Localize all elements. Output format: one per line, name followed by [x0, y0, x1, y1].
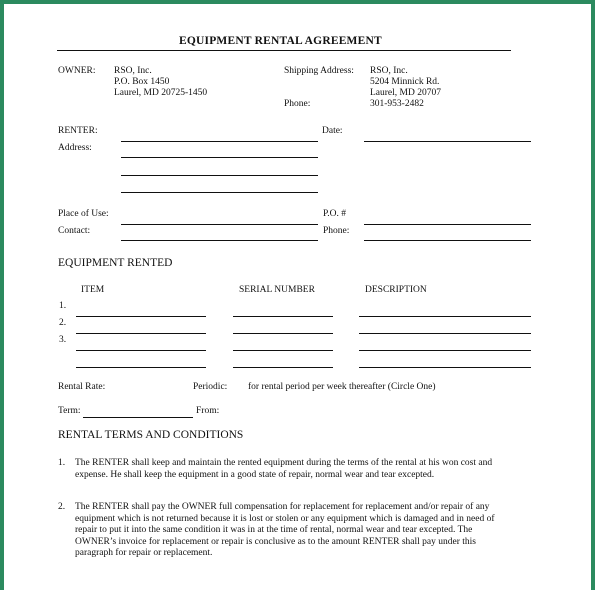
- equipment-heading: EQUIPMENT RENTED: [58, 257, 173, 269]
- serial-field-2[interactable]: [233, 333, 333, 334]
- renter-field[interactable]: [121, 141, 318, 142]
- description-field-3[interactable]: [359, 350, 531, 351]
- periodic-label: Periodic:: [193, 382, 228, 392]
- equipment-row-number: 1.: [59, 301, 67, 311]
- place-of-use-label: Place of Use:: [58, 209, 109, 219]
- po-label: P.O. #: [323, 209, 346, 219]
- col-item-header: ITEM: [81, 285, 105, 295]
- shipping-phone-label: Phone:: [284, 99, 311, 109]
- equipment-row-number: 3.: [59, 335, 67, 345]
- terms-heading: RENTAL TERMS AND CONDITIONS: [58, 429, 244, 441]
- item-field-2[interactable]: [76, 333, 206, 334]
- serial-field-1[interactable]: [233, 316, 333, 317]
- item-field-4[interactable]: [76, 367, 206, 368]
- col-serial-header: SERIAL NUMBER: [239, 285, 315, 295]
- place-of-use-field[interactable]: [121, 224, 318, 225]
- term-number: 2.: [58, 502, 66, 512]
- col-description-header: DESCRIPTION: [365, 285, 427, 295]
- from-label: From:: [196, 406, 220, 416]
- serial-field-4[interactable]: [233, 367, 333, 368]
- term-paragraph: The RENTER shall keep and maintain the rented equipment during the terms of the rental at his won cost and expense. He shall keep the equipment in a good state of repair, normal wear and tear excepted.: [75, 458, 493, 480]
- date-label: Date:: [322, 126, 343, 136]
- term-field[interactable]: [83, 417, 193, 418]
- phone-label: Phone:: [323, 226, 350, 236]
- owner-label: OWNER:: [58, 66, 96, 76]
- po-field[interactable]: [364, 224, 531, 225]
- description-field-4[interactable]: [359, 367, 531, 368]
- address-field-1[interactable]: [121, 157, 318, 158]
- rental-rate-label: Rental Rate:: [58, 382, 106, 392]
- shipping-phone: 301-953-2482: [370, 99, 424, 109]
- title-rule: [57, 50, 511, 51]
- equipment-row-number: 2.: [59, 318, 67, 328]
- item-field-1[interactable]: [76, 316, 206, 317]
- owner-line-3: Laurel, MD 20725-1450: [114, 88, 208, 98]
- document-title: EQUIPMENT RENTAL AGREEMENT: [179, 35, 382, 47]
- serial-field-3[interactable]: [233, 350, 333, 351]
- shipping-line-3: Laurel, MD 20707: [370, 88, 441, 98]
- shipping-line-1: RSO, Inc.: [370, 66, 408, 76]
- address-field-3[interactable]: [121, 192, 318, 193]
- contact-field[interactable]: [121, 240, 318, 241]
- shipping-label: Shipping Address:: [284, 66, 354, 76]
- shipping-line-2: 5204 Minnick Rd.: [370, 77, 440, 87]
- term-label: Term:: [58, 406, 81, 416]
- owner-line-1: RSO, Inc.: [114, 66, 152, 76]
- address-label: Address:: [58, 143, 92, 153]
- renter-label: RENTER:: [58, 126, 98, 136]
- description-field-1[interactable]: [359, 316, 531, 317]
- owner-line-2: P.O. Box 1450: [114, 77, 170, 87]
- address-field-2[interactable]: [121, 175, 318, 176]
- contact-label: Contact:: [58, 226, 91, 236]
- item-field-3[interactable]: [76, 350, 206, 351]
- term-number: 1.: [58, 458, 66, 468]
- periodic-text: for rental period per week thereafter (Circle One): [248, 382, 436, 392]
- term-paragraph: The RENTER shall pay the OWNER full compensation for replacement for replacement and/or repair of any equipment which is not returned because it is lost or stolen or any equipment which is damaged and in need of repair to put it into the same condition it was in at the time of rental, normal wear and tear excepted. The OWNER’s invoice for replacement or repair is conclusive as to the amount RENTER shall pay under this paragraph for repair or replacement.: [75, 502, 495, 558]
- date-field[interactable]: [364, 141, 531, 142]
- document-page: [4, 4, 591, 590]
- description-field-2[interactable]: [359, 333, 531, 334]
- phone-field[interactable]: [364, 240, 531, 241]
